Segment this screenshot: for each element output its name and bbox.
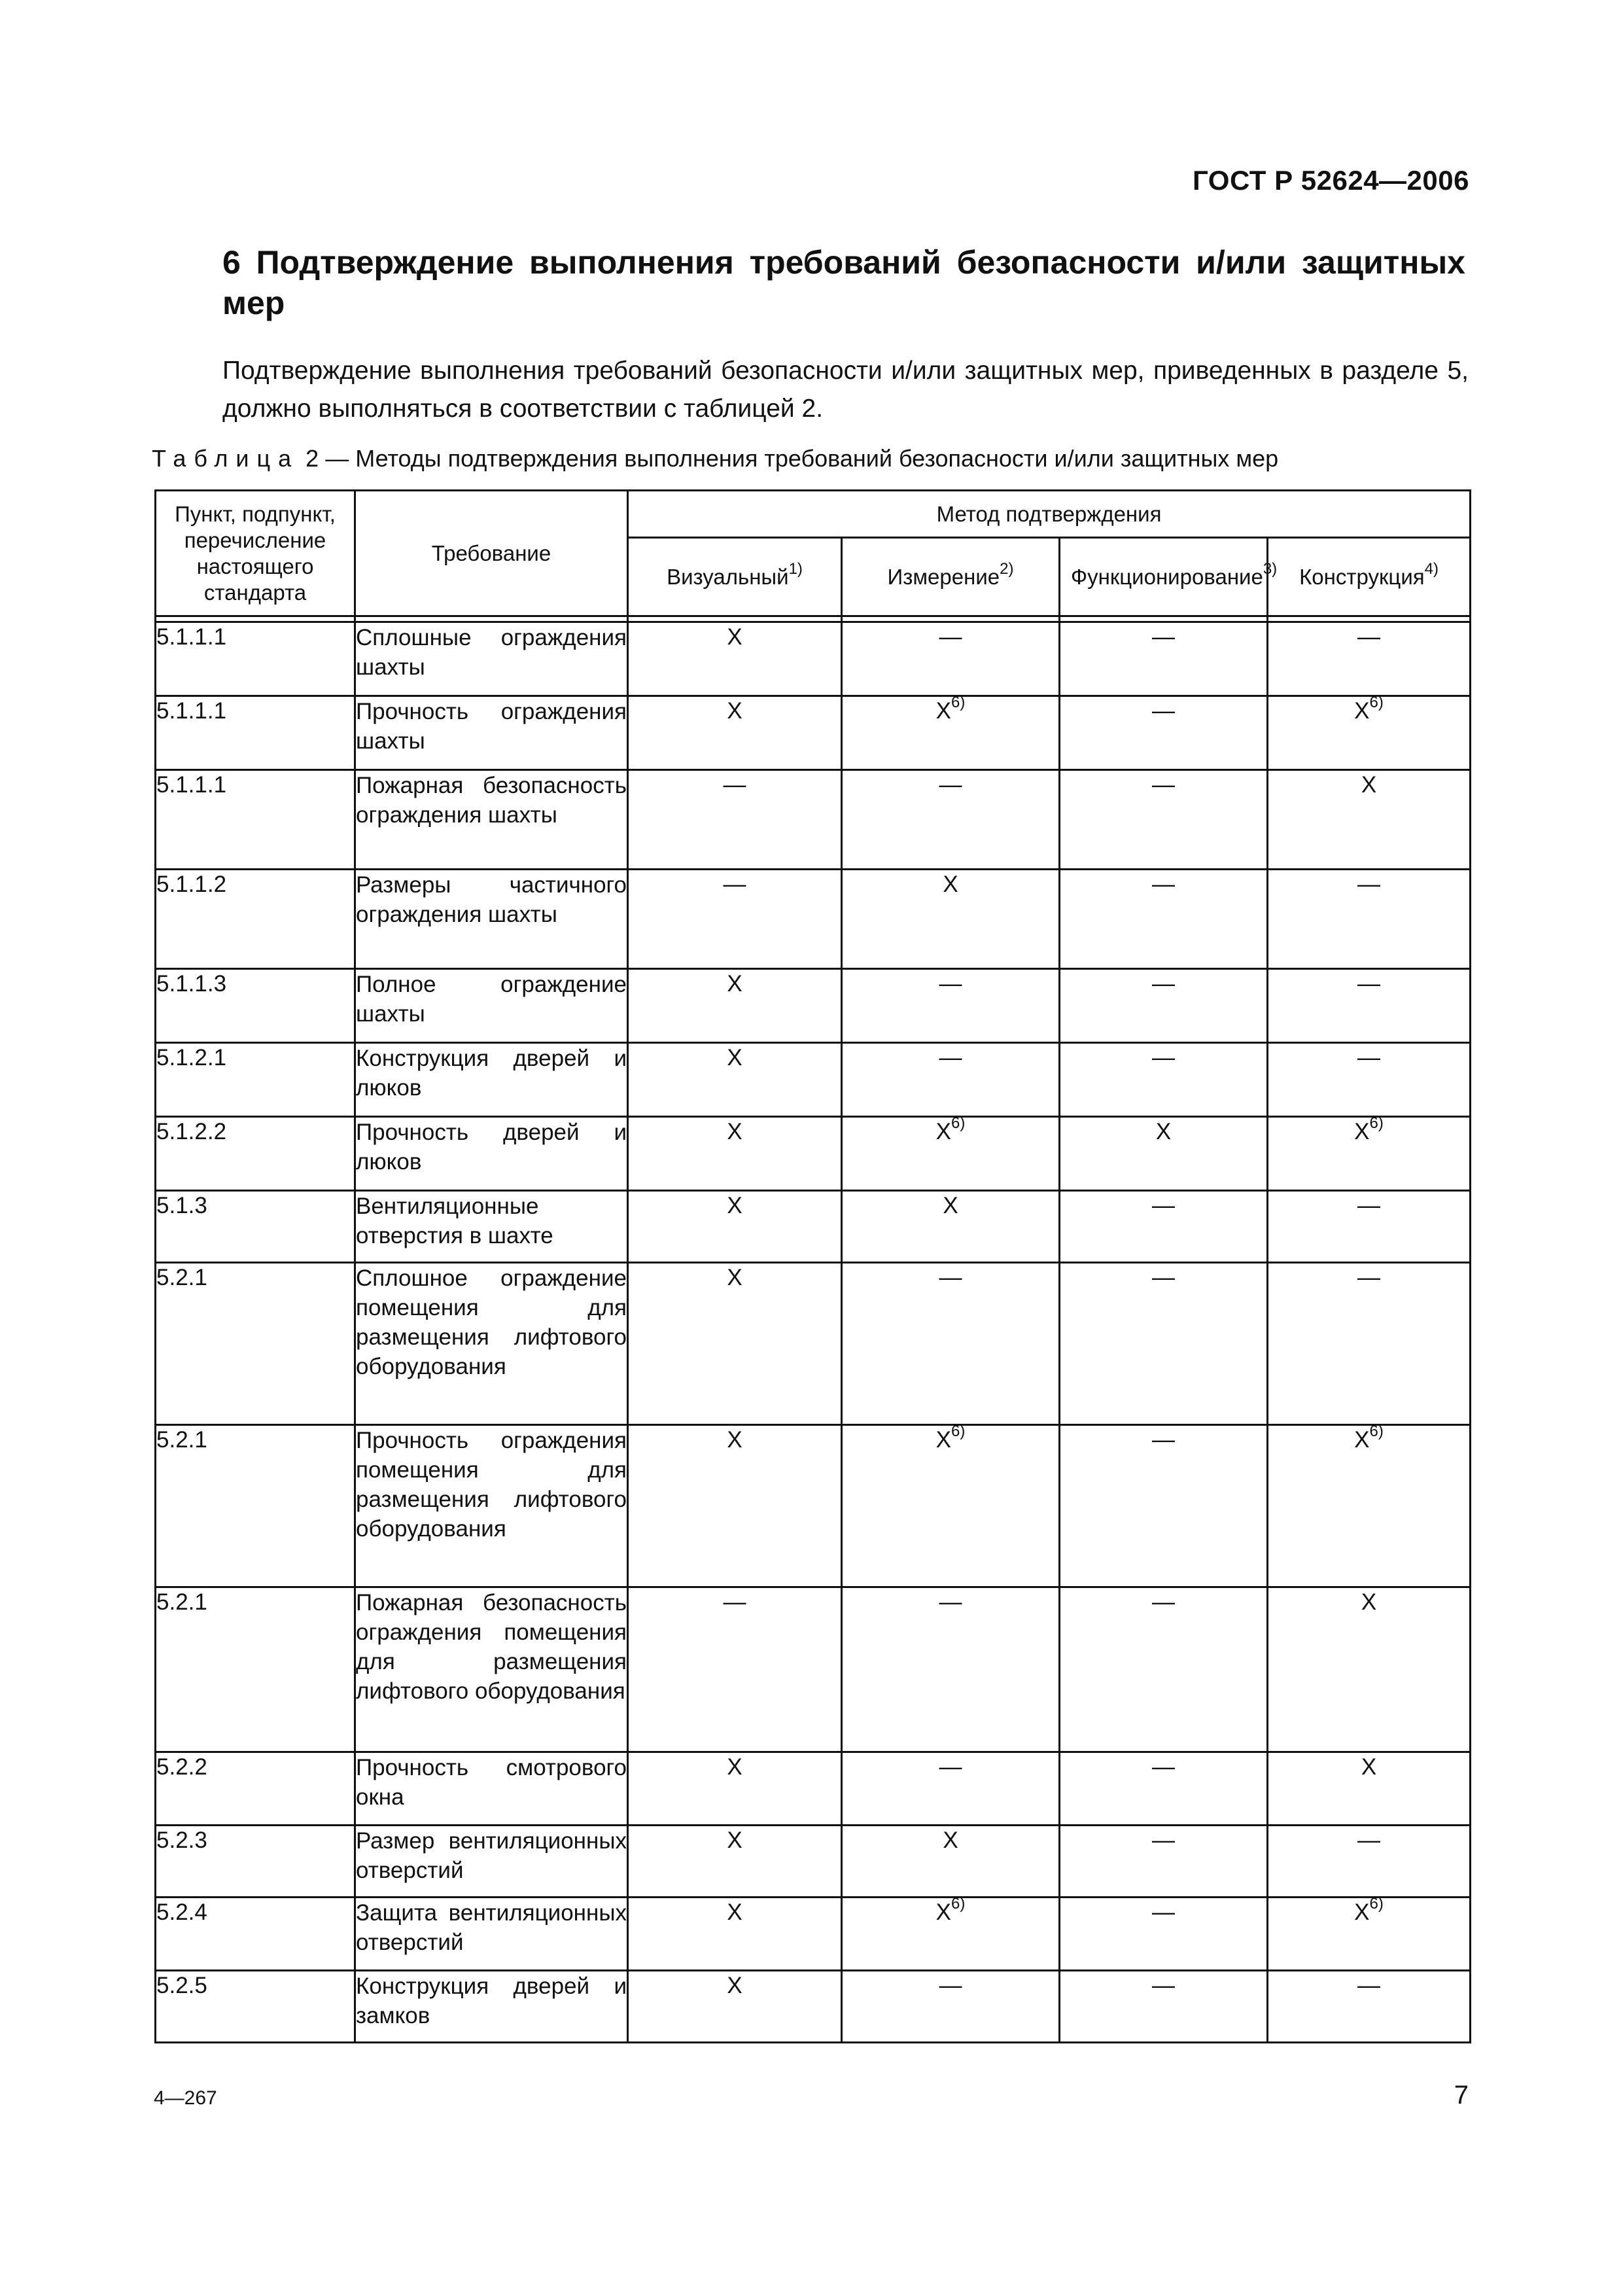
table-row xyxy=(156,1263,1471,1425)
cell-clause: 5.2.5 xyxy=(156,1971,355,2043)
cell-clause: 5.1.1.3 xyxy=(156,969,355,1043)
table-caption-text: — Методы подтверждения выполнения требований безопасности и/или защитных мер xyxy=(325,445,1279,472)
method-mark: — xyxy=(1357,1045,1381,1070)
table-row xyxy=(156,870,1471,969)
method-mark: X xyxy=(1361,1589,1377,1615)
method-mark: — xyxy=(1152,1589,1175,1615)
method-mark: X xyxy=(727,1045,742,1070)
cell-method-function xyxy=(1060,622,1268,696)
cell-requirement: Прочность смотрового окна xyxy=(355,1752,628,1826)
method-mark: X xyxy=(1354,1119,1370,1144)
cell-requirement: Прочность ограждения помещения для размещения лифтового оборудования xyxy=(355,1425,628,1587)
cell-method-function xyxy=(1060,696,1268,770)
cell-clause: 5.1.3 xyxy=(156,1191,355,1263)
cell-requirement: Конструкция дверей и люков xyxy=(355,1043,628,1117)
section-title: 6 Подтверждение выполнения требований безопасности и/или защитных мер xyxy=(222,244,1465,321)
page-number: 7 xyxy=(1454,2081,1469,2110)
cell-method-construction xyxy=(1268,870,1471,969)
method-mark: — xyxy=(1357,624,1381,650)
method-mark: X xyxy=(727,1754,742,1780)
method-mark: X xyxy=(1354,1899,1370,1925)
cell-clause: 5.1.2.1 xyxy=(156,1043,355,1117)
method-mark: — xyxy=(1152,698,1175,724)
table-row xyxy=(156,770,1471,870)
cell-clause: 5.1.1.1 xyxy=(156,622,355,696)
method-mark: — xyxy=(1152,872,1175,897)
cell-requirement: Размеры частичного ограждения шахты xyxy=(355,870,628,969)
cell-method-function xyxy=(1060,1263,1268,1425)
cell-requirement: Вентиляционные отверстия в шахте xyxy=(355,1191,628,1263)
cell-method-visual xyxy=(628,1043,842,1117)
table-row xyxy=(156,622,1471,696)
cell-method-measurement xyxy=(842,1191,1060,1263)
method-mark: — xyxy=(1357,971,1381,997)
table-row xyxy=(156,1117,1471,1191)
method-mark: X xyxy=(727,1265,742,1290)
footnote-ref: 6) xyxy=(1369,1114,1384,1133)
method-mark: — xyxy=(1152,1265,1175,1290)
table-row xyxy=(156,1043,1471,1117)
cell-method-visual xyxy=(628,770,842,870)
header-method-group: Метод подтверждения xyxy=(628,491,1471,538)
method-mark: X xyxy=(1354,698,1370,724)
cell-method-function xyxy=(1060,870,1268,969)
cell-method-visual xyxy=(628,870,842,969)
method-mark: — xyxy=(1152,772,1175,798)
cell-method-measurement xyxy=(842,1752,1060,1826)
method-mark: — xyxy=(939,1045,962,1070)
cell-method-visual xyxy=(628,969,842,1043)
cell-method-visual xyxy=(628,1425,842,1587)
cell-clause: 5.2.3 xyxy=(156,1826,355,1898)
footnote-ref: 6) xyxy=(951,1422,966,1441)
cell-method-visual xyxy=(628,1117,842,1191)
document-code: ГОСТ Р 52624—2006 xyxy=(1193,165,1469,196)
cell-clause: 5.2.1 xyxy=(156,1587,355,1752)
cell-method-visual xyxy=(628,1752,842,1826)
method-mark: — xyxy=(939,1265,962,1290)
cell-method-measurement xyxy=(842,969,1060,1043)
method-mark: — xyxy=(939,1973,962,1998)
cell-clause: 5.1.1.2 xyxy=(156,870,355,969)
cell-requirement: Защита вентиляционных отверстий xyxy=(355,1898,628,1971)
footnote-ref: 6) xyxy=(951,694,966,712)
cell-method-construction xyxy=(1268,1895,1471,1971)
table-row xyxy=(156,1971,1471,2043)
method-mark: — xyxy=(939,1754,962,1780)
intro-paragraph: Подтверждение выполнения требований безопасности и/или защитных мер, приведенных в разделе 5, должно выполняться в соответствии с таблицей 2. xyxy=(222,357,1469,423)
cell-method-construction xyxy=(1268,1422,1471,1587)
method-mark: — xyxy=(1357,1265,1381,1290)
cell-method-function xyxy=(1060,770,1268,870)
cell-method-function xyxy=(1060,1425,1268,1587)
cell-clause: 5.1.1.1 xyxy=(156,770,355,870)
method-mark: X xyxy=(727,698,742,724)
cell-requirement: Сплошное ограждение помещения для размещения лифтового оборудования xyxy=(355,1263,628,1425)
cell-method-construction xyxy=(1268,622,1471,696)
table-caption-number: 2 xyxy=(305,445,319,472)
cell-method-construction xyxy=(1268,1043,1471,1117)
method-mark: X xyxy=(727,1899,742,1925)
cell-clause: 5.2.1 xyxy=(156,1425,355,1587)
cell-method-construction xyxy=(1268,696,1471,770)
cell-clause: 5.1.1.1 xyxy=(156,696,355,770)
cell-method-measurement xyxy=(842,1971,1060,2043)
method-mark: X xyxy=(727,971,742,997)
cell-requirement: Пожарная безопасность ограждения помещения для размещения лифтового оборудования xyxy=(355,1587,628,1752)
method-mark: — xyxy=(1357,872,1381,897)
cell-method-construction xyxy=(1268,1191,1471,1263)
method-mark: — xyxy=(1152,624,1175,650)
method-mark: X xyxy=(727,1973,742,1998)
method-mark: — xyxy=(1357,1193,1381,1218)
method-mark: X xyxy=(727,1427,742,1453)
footnote-ref: 6) xyxy=(1369,1422,1384,1441)
method-mark: X xyxy=(943,872,958,897)
method-mark: — xyxy=(939,772,962,798)
method-mark: X xyxy=(943,1193,958,1218)
cell-clause: 5.2.2 xyxy=(156,1752,355,1826)
cell-requirement: Конструкция дверей и замков xyxy=(355,1971,628,2043)
method-mark: X xyxy=(727,1828,742,1853)
method-mark: X xyxy=(935,1119,951,1144)
sheet-code: 4—267 xyxy=(154,2087,217,2109)
table-caption xyxy=(152,444,1480,474)
method-mark: — xyxy=(939,624,962,650)
cell-method-function xyxy=(1060,1752,1268,1826)
table-row xyxy=(156,1425,1471,1587)
method-mark: — xyxy=(1152,971,1175,997)
footnote-ref: 6) xyxy=(1369,694,1384,712)
cell-method-function xyxy=(1060,1043,1268,1117)
cell-method-construction xyxy=(1268,969,1471,1043)
cell-requirement: Размер вентиляционных отверстий xyxy=(355,1826,628,1898)
cell-method-construction xyxy=(1268,1114,1471,1191)
header-method-visual: Визуальный$^{1)}$ xyxy=(628,538,842,616)
method-mark: X xyxy=(727,624,742,650)
method-mark: X xyxy=(1155,1119,1172,1144)
cell-method-measurement xyxy=(842,1422,1060,1587)
method-mark: X xyxy=(1361,772,1377,798)
table-row xyxy=(156,969,1471,1043)
method-mark: — xyxy=(1152,1427,1175,1453)
cell-requirement: Сплошные ограждения шахты xyxy=(355,622,628,696)
table-header-row xyxy=(156,491,1471,538)
cell-method-measurement xyxy=(842,622,1060,696)
cell-requirement: Прочность дверей и люков xyxy=(355,1117,628,1191)
cell-requirement: Прочность ограждения шахты xyxy=(355,696,628,770)
cell-clause: 5.2.1 xyxy=(156,1263,355,1425)
cell-method-function xyxy=(1060,1117,1268,1191)
method-mark: X xyxy=(1354,1427,1370,1453)
method-mark: X xyxy=(727,1119,742,1144)
cell-method-measurement xyxy=(842,770,1060,870)
method-mark: — xyxy=(1152,1828,1175,1853)
cell-method-construction xyxy=(1268,1971,1471,2043)
cell-method-visual xyxy=(628,1971,842,2043)
method-mark: — xyxy=(723,1589,746,1615)
cell-clause: 5.1.2.2 xyxy=(156,1117,355,1191)
table-caption-label: Таблица xyxy=(152,445,300,472)
cell-clause: 5.2.4 xyxy=(156,1898,355,1971)
method-mark: — xyxy=(939,971,962,997)
cell-method-visual xyxy=(628,622,842,696)
cell-method-visual xyxy=(628,696,842,770)
method-mark: — xyxy=(939,1589,962,1615)
cell-method-measurement xyxy=(842,1587,1060,1752)
cell-method-visual xyxy=(628,1263,842,1425)
cell-method-measurement xyxy=(842,1114,1060,1191)
method-mark: — xyxy=(1152,1754,1175,1780)
footnote-ref: 6) xyxy=(951,1895,966,1913)
method-mark: — xyxy=(1152,1899,1175,1925)
cell-requirement: Полное ограждение шахты xyxy=(355,969,628,1043)
cell-method-measurement xyxy=(842,1826,1060,1898)
table-row xyxy=(156,1191,1471,1263)
cell-method-construction xyxy=(1268,1826,1471,1898)
footnote-ref: 6) xyxy=(1369,1895,1384,1913)
cell-method-function xyxy=(1060,1191,1268,1263)
cell-method-visual xyxy=(628,1826,842,1898)
method-mark: — xyxy=(723,872,746,897)
method-mark: — xyxy=(1357,1973,1381,1998)
method-mark: X xyxy=(1361,1754,1377,1780)
method-mark: X xyxy=(727,1193,742,1218)
header-clause: Пункт, подпункт, перечисление настоящего стандарта xyxy=(156,491,355,616)
table-row xyxy=(156,1752,1471,1826)
cell-method-measurement xyxy=(842,1263,1060,1425)
cell-method-function xyxy=(1060,1898,1268,1971)
cell-method-visual xyxy=(628,1898,842,1971)
cell-method-construction xyxy=(1268,1263,1471,1425)
table-row xyxy=(156,1587,1471,1752)
cell-method-function xyxy=(1060,1587,1268,1752)
header-requirement: Требование xyxy=(355,491,628,616)
cell-method-construction xyxy=(1268,1752,1471,1826)
method-mark: — xyxy=(1357,1828,1381,1853)
method-mark: X xyxy=(935,1427,951,1453)
cell-method-measurement xyxy=(842,1043,1060,1117)
cell-method-construction xyxy=(1268,1587,1471,1752)
method-mark: — xyxy=(1152,1045,1175,1070)
cell-method-measurement xyxy=(842,696,1060,770)
method-mark: — xyxy=(723,772,746,798)
cell-requirement: Пожарная безопасность ограждения шахты xyxy=(355,770,628,870)
table-row xyxy=(156,696,1471,770)
cell-method-function xyxy=(1060,969,1268,1043)
header-separator xyxy=(156,616,1471,622)
cell-method-measurement xyxy=(842,1895,1060,1971)
cell-method-visual xyxy=(628,1191,842,1263)
cell-method-construction xyxy=(1268,770,1471,870)
cell-method-measurement xyxy=(842,870,1060,969)
cell-method-function xyxy=(1060,1971,1268,2043)
header-method-construction: Конструкция$^{4)}$ xyxy=(1268,538,1471,616)
method-mark: — xyxy=(1152,1193,1175,1218)
method-mark: X xyxy=(935,1899,951,1925)
header-method-measurement: Измерение$^{2)}$ xyxy=(842,538,1060,616)
cell-method-visual xyxy=(628,1587,842,1752)
header-method-function: Функционирование$^{3)}$ xyxy=(1060,538,1268,616)
table-row xyxy=(156,1826,1471,1898)
table-row xyxy=(156,1898,1471,1971)
method-mark: X xyxy=(943,1828,958,1853)
cell-method-function xyxy=(1060,1826,1268,1898)
methods-table xyxy=(154,489,1471,2043)
method-mark: X xyxy=(935,698,951,724)
method-mark: — xyxy=(1152,1973,1175,1998)
footnote-ref: 6) xyxy=(951,1114,966,1133)
